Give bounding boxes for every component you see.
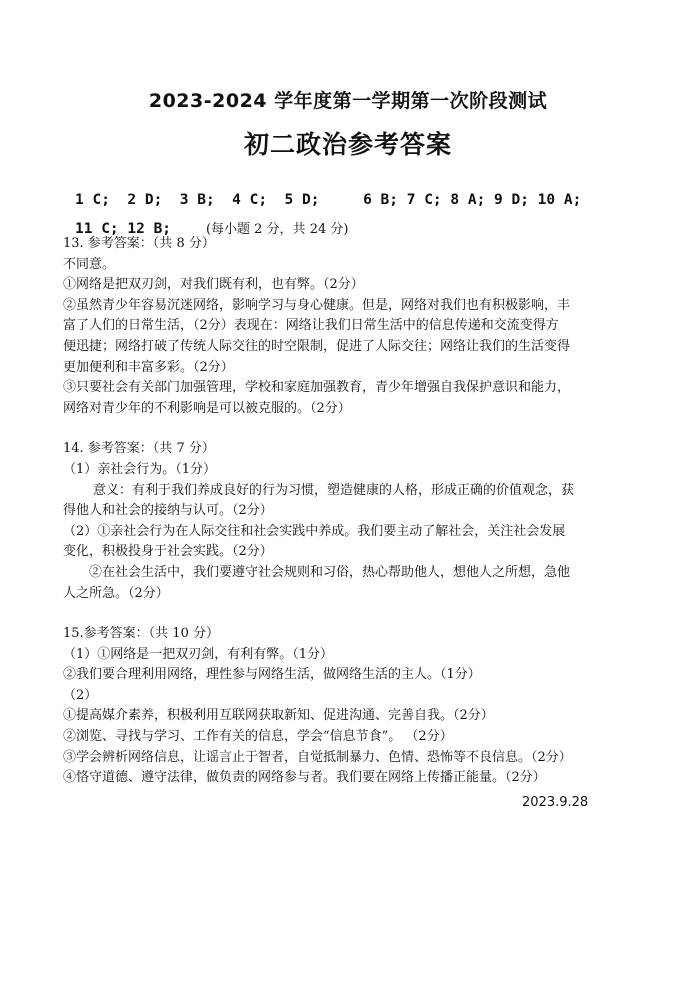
q14-line: （2）①亲社会行为在人际交往和社会实践中养成。我们要主动了解社会，关注社会发展: [63, 523, 566, 539]
q13-line: 网络对青少年的不利影响是可以被克服的。（2分）: [63, 400, 351, 416]
q14-line: 变化，积极投身于社会实践。（2分）: [63, 544, 273, 560]
q13-heading: 13. 参考答案：（共 8 分）: [63, 236, 215, 251]
answer-body: [63, 234, 638, 789]
q15-line: ②我们要合理利用网络，理性参与网络生活，做网络生活的主人。（1分）: [63, 667, 481, 683]
choice-answers-line-2-text: 11 C; 12 B;: [75, 221, 172, 237]
q14-line: 人之所急。（2分）: [63, 585, 169, 601]
exam-title: 2023-2024 学年度第一学期第一次阶段测试: [148, 90, 548, 112]
q14-line: （1）亲社会行为。（1分）: [63, 461, 217, 477]
q13-line: ①网络是把双刃剑，对我们既有利，也有弊。（2分）: [63, 277, 364, 293]
q15-line: ③学会辨析网络信息，让谣言止于智者，自觉抵制暴力、色情、恐怖等不良信息。（2分）: [63, 749, 572, 765]
q14-line: 得他人和社会的接纳与认可。（2分）: [63, 503, 273, 519]
q13-line: 更加便利和丰富多彩。（2分）: [63, 359, 234, 375]
q15-line: ②浏览、寻找与学习、工作有关的信息，学会“信息节食”。 （2分）: [63, 729, 453, 745]
section-gap: [63, 419, 638, 439]
q15-line: ①提高媒介素养，积极利用互联网获取新知、促进沟通、完善自我。（2分）: [63, 708, 494, 724]
q15-line: （1）①网络是一把双刃剑，有利有弊。（1分）: [63, 646, 334, 662]
section-gap: [63, 604, 638, 624]
q13-line: 便迅捷；网络打破了传统人际交往的时空限制，促进了人际交往；网络让我们的生活变得: [63, 338, 571, 354]
choice-score-note: (每小题 2 分，共 24 分): [205, 222, 349, 237]
q15-line: （2）: [63, 687, 98, 703]
q15-heading: 15.参考答案：（共 10 分）: [63, 626, 219, 642]
answer-key-title: 初二政治参考答案: [243, 130, 452, 159]
q14-heading: 14. 参考答案：（共 7 分）: [63, 441, 215, 457]
q14-line: ②在社会生活中，我们要遵守社会规则和习俗，热心帮助他人，想他人之所想，急他: [89, 564, 571, 580]
q13-line: ②虽然青少年容易沉迷网络，影响学习与身心健康。但是，网络对我们也有积极影响，丰: [63, 297, 571, 313]
q13-line: 不同意。: [63, 256, 116, 272]
choice-answers-line-1: 1 C; 2 D; 3 B; 4 C; 5 D; 6 B; 7 C; 8 A; 9 D; 10 A;: [75, 192, 582, 208]
q15-line: ④恪守道德、遵守法律，做负责的网络参与者。我们要在网络上传播正能量。（2分）: [63, 770, 546, 786]
q13-line: ③只要社会有关部门加强管理，学校和家庭加强教育，青少年增强自我保护意识和能力，: [63, 380, 571, 396]
q13-line: 富了人们的日常生活，（2分）表现在：网络让我们日常生活中的信息传递和交流变得方: [63, 318, 559, 334]
q14-line: 意义：有利于我们养成良好的行为习惯，塑造健康的人格，形成正确的价值观念，获: [93, 482, 575, 498]
document-date: 2023.9.28: [522, 795, 589, 810]
